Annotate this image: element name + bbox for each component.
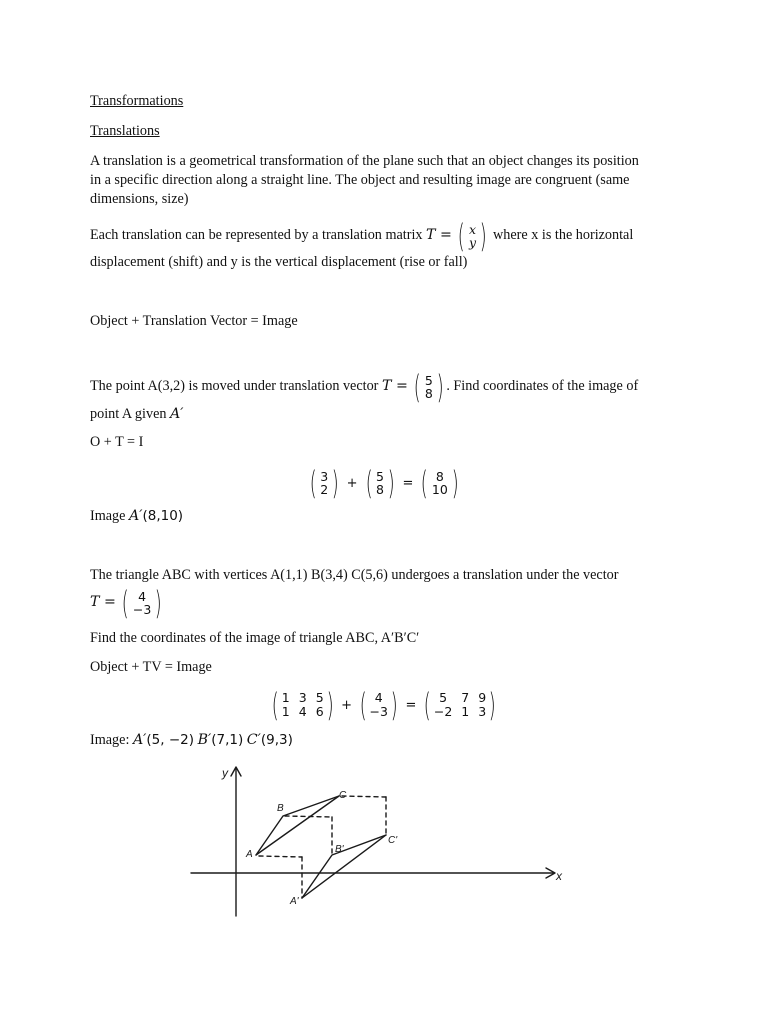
image-matrix-cell: 7 [461,690,470,705]
matrix-sentence-line-1 [90,216,634,255]
image-matrix-cell: 1 [461,704,470,719]
point-a-prime-label: A' [290,896,299,907]
plus-sign: + [346,475,358,491]
y-axis-label: y [222,766,228,780]
example2-t-symbol: T = [90,594,116,610]
image-matrix: ( 5 7 9 −2 1 3 ) [424,686,496,724]
matrix-sentence-after: where x is the horizontal [493,227,634,243]
result-bottom: 10 [431,482,448,497]
point-a-label: A [246,849,253,860]
example1-line-2 [90,405,183,425]
example1-shorthand: O + T = I [90,434,144,450]
answer-a-coords: (5, −2) [146,732,195,748]
example1-answer-math: A′ [129,508,143,524]
example2-answer [90,731,293,751]
example1-line2-math: A′ [170,406,184,422]
example2-question: Find the coordinates of the image of triangle ABC, A′B′C′ [90,630,420,646]
rule-statement: Object + Translation Vector = Image [90,313,298,329]
tv-cell: 4 [374,690,383,705]
point-c-prime-label: C' [388,835,398,846]
example1-before: The point A(3,2) is moved under translation vector [90,378,379,394]
example1-line-1 [90,367,639,406]
x-axis-label: x [556,869,562,883]
example2-shorthand: Object + TV = Image [90,659,212,675]
translation-sketch [189,758,579,918]
matrix-sentence-before: Each translation can be represented by a translation matrix [90,227,423,243]
example2-vector-top: 4 [138,588,147,604]
answer-c-label: C′ [246,732,261,748]
object-matrix: ( 1 3 5 1 4 6 ) [272,686,334,724]
object-matrix-cell: 4 [298,704,307,719]
answer-b-coords: (7,1) [211,732,244,748]
point-b-label: B [277,803,284,814]
example1-vector-bottom: 8 [424,385,433,401]
matrix-sentence-line-2: displacement (shift) and y is the vertical displacement (rise or fall) [90,254,468,270]
example1-line2-text: point A given [90,406,167,422]
answer-a-label: A′ [132,732,147,748]
example2-vector-bottom: −3 [132,601,152,617]
object-matrix-cell: 3 [298,690,307,705]
example2-vector: ( 4 −3 ) [122,583,163,622]
example1-answer-coords: (8,10) [142,508,184,524]
point-b-prime-label: B' [335,844,344,855]
answer-b-label: B′ [197,732,212,748]
definition-line-1: A translation is a geometrical transformation of the plane such that an object changes its position [90,153,639,169]
answer-c-coords: (9,3) [260,732,293,748]
t-symbol: T = [426,227,452,243]
vector-y: y [468,234,477,250]
example1-answer-text: Image [90,508,126,524]
sketch-background [189,758,579,918]
example2-answer-label: Image: [90,732,130,748]
vector-b-bottom: 8 [376,482,384,497]
image-matrix-cell: −2 [433,704,453,719]
equation-vector-b: ( 5 8 ) [365,464,395,502]
example2-line-1: The triangle ABC with vertices A(1,1) B(3,4) C(5,6) undergoes a translation under the vector [90,567,619,583]
image-matrix-cell: 9 [478,690,487,705]
vector-a-top: 3 [320,469,329,484]
object-matrix-cell: 1 [281,690,290,705]
example2-equation [0,687,768,723]
example1-vector: ( 5 8 ) [414,367,444,406]
translation-vector-matrix: ( 4 −3 ) [359,686,398,724]
equals-sign: = [402,475,414,491]
example1-equation [0,465,768,501]
definition-line-2: in a specific direction along a straight line. The object and resulting image are congruent (same [90,172,630,188]
example1-t-symbol: T = [381,378,408,394]
result-top: 8 [435,469,444,484]
equation-result: ( 8 10 ) [421,464,459,502]
translation-vector-xy: ( x y ) [458,216,487,255]
image-matrix-cell: 5 [439,690,448,705]
tv-cell: −3 [369,704,388,719]
example1-vector-top: 5 [424,372,433,388]
example2-vector-line [90,583,165,622]
vector-a-bottom: 2 [320,482,329,497]
example1-answer [90,507,183,527]
equation-vector-a: ( 3 2 ) [309,464,339,502]
plus-sign: + [341,697,353,713]
point-c-label: C [339,790,347,801]
section-heading: Translations [90,123,160,139]
example1-after: . Find coordinates of the image of [446,378,639,394]
vector-x: x [468,221,477,237]
object-matrix-cell: 1 [281,704,290,719]
object-matrix-cell: 5 [315,690,324,705]
equals-sign: = [405,697,417,713]
definition-line-3: dimensions, size) [90,191,189,207]
object-matrix-cell: 6 [315,704,324,719]
vector-b-top: 5 [376,469,384,484]
page-heading: Transformations [90,93,184,109]
image-matrix-cell: 3 [478,704,487,719]
